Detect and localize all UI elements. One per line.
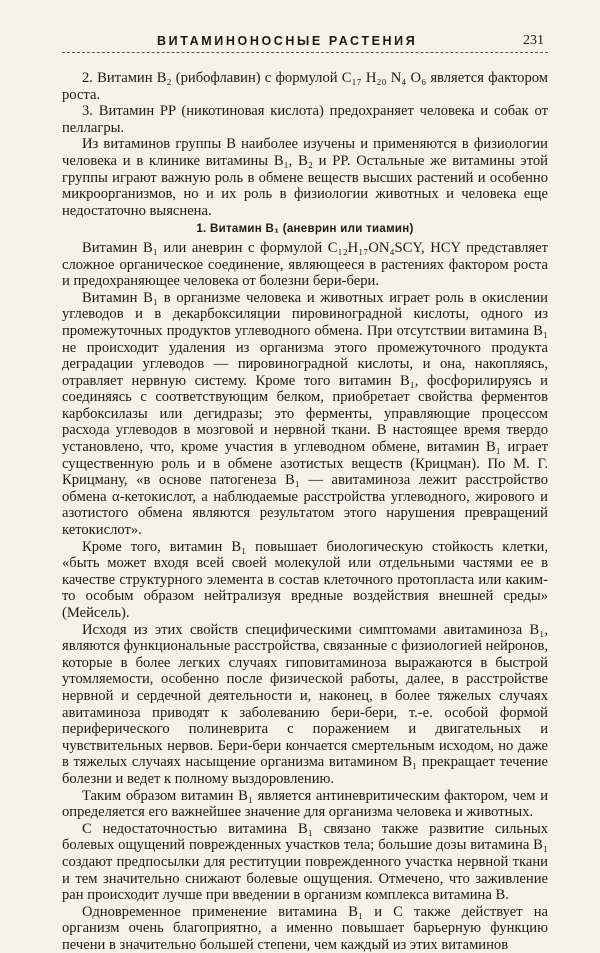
paragraph: 3. Витамин PP (никотиновая кислота) предохраняет человека и собак от пеллагры. [62,103,548,136]
page-body [62,70,548,953]
page-header [62,30,548,53]
page-number: 231 [523,33,544,48]
paragraph: Исходя из этих свойств специфическими симптомами авитаминоза B₁, являются функциональные расстройства, связанные с физиологией нейронов, которые в более легких случаях гиповитаминоза выражаются в быстрой утомляемости, особенно после физической работы, далее, в расстройстве нервной и сердечной деятельности и, наконец, в более тяжелых случаях авитаминоза приводят к заболеванию бери-бери, т.-е. особой формой периферического полиневрита с поражением и двигательных и чувствительных нервов. Бери-бери кончается смертельным исходом, но даже в тяжелых случаях насыщение организма витамином B₁ прекращает течение болезни и ведет к полному выздоровлению. [62,621,548,787]
section-heading: 1. Витамин B₁ (аневрин или тиамин) [196,223,414,236]
running-title: ВИТАМИНОНОСНЫЕ РАСТЕНИЯ [157,34,418,48]
paragraph: Витамин B₁ или аневрин с формулой C₁₂H₁₇ON₄SCY, HCY представляет сложное органическое соединение, являющееся в растениях фактором роста и предохраняющее человека от болезни бери-бери. [62,239,548,290]
paragraph: Витамин B₁ в организме человека и животных играет роль в окислении углеводов и в декарбоксиляции пировиноградной кислоты, одного из промежуточных продуктов углеводного обмена. При отсутствии витамина B₁ не происходит удаления из организма этого промежуточного продукта деградации углеводов — пировиноградной кислоты, и она, накопляясь, отравляет нервную систему. Кроме того витамин B₁, фосфорилируясь и соединяясь с соответствующим белком, приобретает свойства ферментов карбоксилазы или дегидразы; это ферменты, управляющие процессом расхода углеводов в мозговой и нервной ткани. В настоящее время твердо установлено, что, кроме участия в углеводном обмене, витамин B₁ играет существенную роль и в обмене азотистых веществ (Крицман). По М. Г. Крицману, «в основе патогенеза B₁ — авитаминоза лежит расстройство обмена α-кетокислот, а наблюдаемые расстройства углеводного, жирового и азотистого обмена являются результатом этого нарушения превращений кетокислот». [62,289,548,539]
paragraph: Из витаминов группы В наиболее изучены и применяются в физиологии человека и в клинике витамины B₁, B₂ и PP. Остальные же витамины этой группы играют важную роль в обмене веществ высших растений и особенно микроорганизмов, но и их роль в физиологии животных и человека еще недостаточно выяснена. [62,136,548,219]
paragraph: Кроме того, витамин B₁ повышает биологическую стойкость клетки, «быть может входя всей своей молекулой или отдельными частями ее в качестве структурного элемента в состав клеточного протопласта или каким-то особым образом нейтрализуя вредные воздействия внешней среды» (Мейсель). [62,538,548,621]
paragraph: С недостаточностью витамина B₁ связано также развитие сильных болевых ощущений поврежденных участков тела; большие дозы витамина B₁ создают предпосылки для реституции поврежденного участка нервной ткани и тем значительно снижают болевые ощущения. Отмечено, что заживление ран происходит лучше при введении в организм комплекса витамина B. [62,820,548,904]
paragraph: Таким образом витамин B₁ является антиневритическим фактором, чем и определяется его важнейшее значение для организма человека и животных. [62,787,548,821]
paragraph: Одновременное применение витамина B₁ и C также действует на организм очень благоприятно, а именно повышает барьерную функцию печени в значительно большей степени, чем каждый из этих витаминов [62,903,548,953]
paragraph: 2. Витамин B₂ (рибофлавин) с формулой C₁₇ H₂₀ N₄ O₆ является фактором роста. [62,70,548,103]
